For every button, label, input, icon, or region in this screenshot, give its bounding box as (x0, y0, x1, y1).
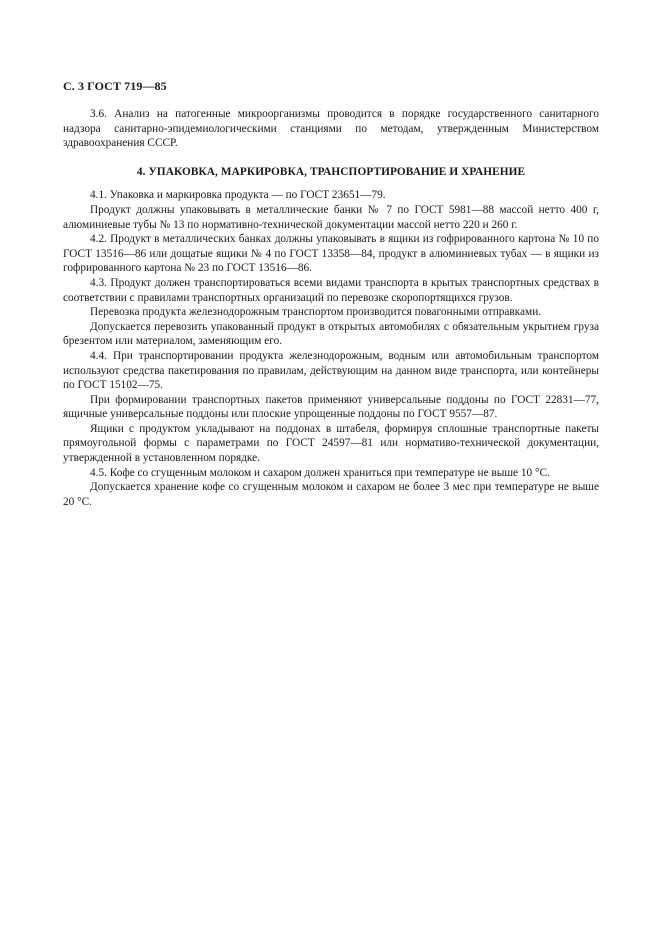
paragraph: 4.3. Продукт должен транспортироваться всеми видами транспорта в крытых транспортных средствах в соответствии с правилами транспортных организаций по перевозке скоропортящихся грузов. (63, 276, 599, 304)
page-header: С. 3 ГОСТ 719—85 (63, 79, 167, 93)
paragraph: Ящики с продуктом укладывают на поддонах в штабеля, формируя сплошные транспортные пакеты прямоугольной формы с параметрами по ГОСТ 24597—81 или нормативо-технической документации, утвержденной в установленном порядке. (63, 422, 599, 465)
paragraph: При формировании транспортных пакетов применяют универсальные поддоны по ГОСТ 22831—77, ящичные универсальные поддоны или плоские упрощенные поддоны по ГОСТ 9557—87. (63, 393, 599, 421)
paragraph: 4.1. Упаковка и маркировка продукта — по ГОСТ 23651—79. (90, 189, 386, 202)
paragraph: 4.2. Продукт в металлических банках должны упаковывать в ящики из гофрированного картона № 10 по ГОСТ 13516—86 или дощатые ящики № 4 по ГОСТ 13358—84, продукт в алюминиевых тубах — в ящики из гофрированного картона № 23 по ГОСТ 13516—86. (63, 233, 599, 275)
document-body (63, 107, 599, 509)
paragraph: Перевозка продукта железнодорожным транспортом производится повагонными отправками. (90, 306, 542, 319)
paragraph: 4.4. При транспортировании продукта железнодорожным, водным или автомобильным транспортом используют средства пакетирования по правилам, действующим на данном виде транспорта, или контейнеры по ГОСТ 15102—75. (63, 349, 599, 392)
section-title: 4. УПАКОВКА, МАРКИРОВКА, ТРАНСПОРТИРОВАНИЕ И ХРАНЕНИЕ (136, 165, 526, 178)
paragraph-3-6: 3.6. Анализ на патогенные микроорганизмы проводится в порядке государственного санитарного надзора санитарно-эпидемиологическими станциями по методам, утвержденным Министерством здравоохранения СССР. (63, 108, 599, 150)
paragraph: Допускается хранение кофе со сгущенным молоком и сахаром не более 3 мес при температуре не выше 20 °С. (63, 481, 599, 508)
paragraph: Продукт должны упаковывать в металлические банки № 7 по ГОСТ 5981—88 массой нетто 400 г, алюминиевые тубы № 13 по нормативно-технической документации массой нетто 220 и 260 г. (63, 203, 599, 231)
paragraph: 4.5. Кофе со сгущенным молоком и сахаром должен храниться при температуре не выше 10 °С. (90, 466, 550, 479)
paragraph: Допускается перевозить упакованный продукт в открытых автомобилях с обязательным укрытием груза брезентом или материалом, заменяющим его. (63, 320, 599, 348)
